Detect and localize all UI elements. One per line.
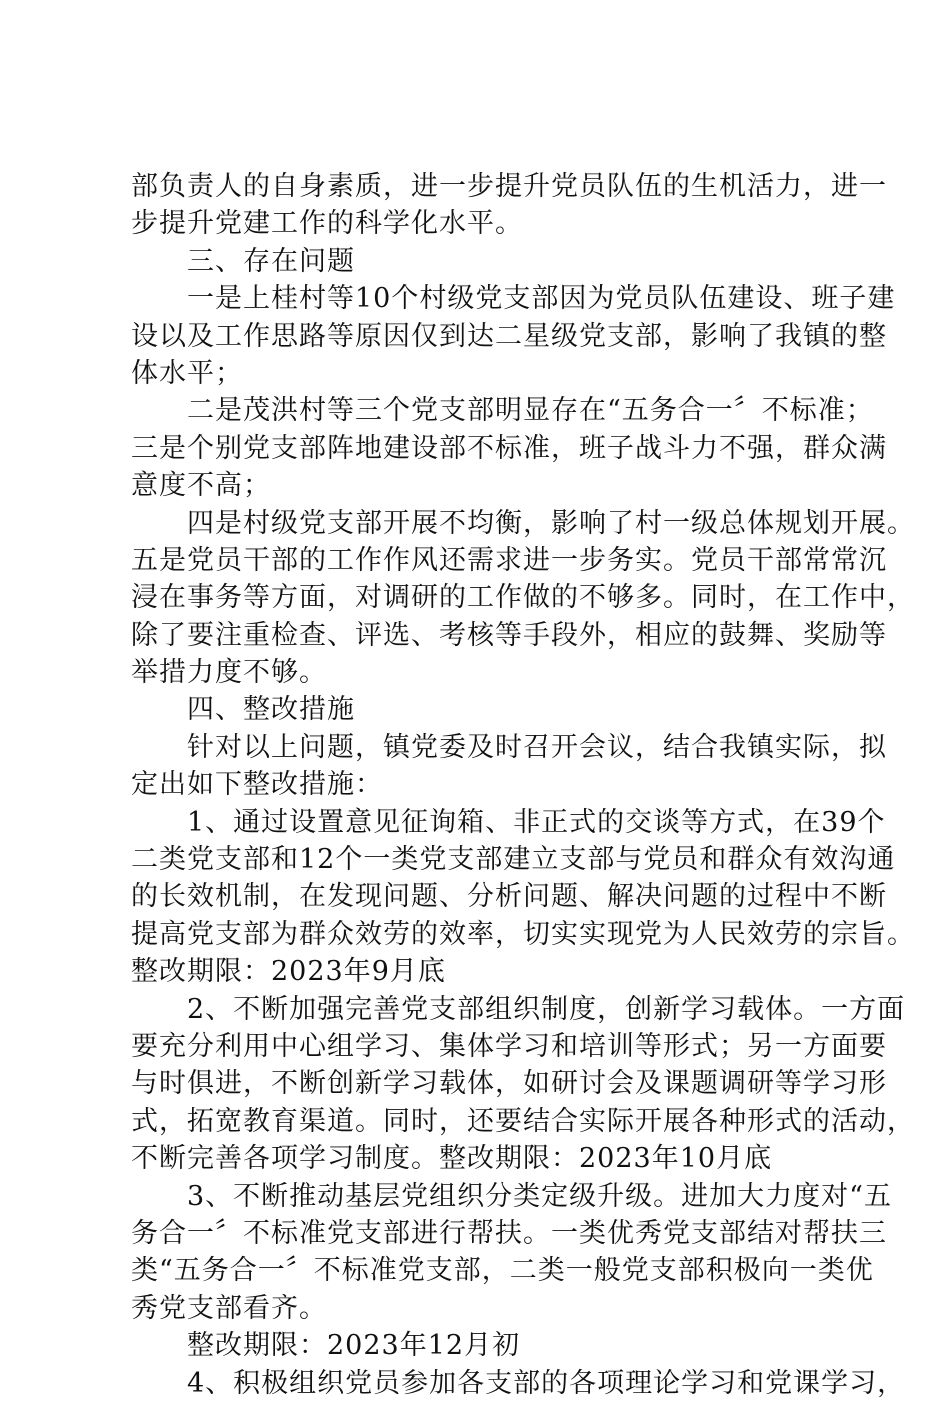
text-line: 要充分利用中心组学习、集体学习和培训等形式；另一方面要 [131, 1030, 887, 1062]
text-line: 整改期限：2023年12月初 [187, 1330, 521, 1362]
text-line: 五是党员干部的工作作风还需求进一步务实。党员干部常常沉 [131, 544, 887, 576]
text-line: 的长效机制，在发现问题、分析问题、解决问题的过程中不断 [131, 881, 887, 913]
document-body [131, 168, 915, 1402]
text-line: 提高党支部为群众效劳的效率，切实实现党为人民效劳的宗旨。 [131, 918, 915, 950]
text-line: 类“五务合一〞不标准党支部，二类一般党支部积极向一类优 [131, 1255, 874, 1287]
text-line: 三、存在问题 [187, 245, 355, 277]
text-line: 三是个别党支部阵地建设部不标准，班子战斗力不强，群众满 [131, 432, 887, 464]
text-line: 浸在事务等方面，对调研的工作做的不够多。同时，在工作中， [131, 582, 915, 614]
text-line: 1、通过设置意见征询箱、非正式的交谈等方式，在39个 [187, 806, 886, 838]
text-line: 定出如下整改措施： [131, 769, 383, 801]
text-line: 务合一〞不标准党支部进行帮扶。一类优秀党支部结对帮扶三 [131, 1217, 887, 1249]
text-line: 步提升党建工作的科学化水平。 [131, 208, 523, 240]
text-line: 四、整改措施 [187, 694, 355, 726]
text-line: 一是上桂村等10个村级党支部因为党员队伍建设、班子建 [187, 283, 896, 315]
text-line: 整改期限：2023年9月底 [131, 956, 446, 988]
text-line: 4、积极组织党员参加各支部的各项理论学习和党课学习， [187, 1367, 906, 1399]
text-line: 体水平； [131, 357, 243, 389]
text-line: 四是村级党支部开展不均衡，影响了村一级总体规划开展。 [187, 507, 915, 539]
text-line: 不断完善各项学习制度。整改期限：2023年10月底 [131, 1143, 773, 1175]
text-line: 二是茂洪村等三个党支部明显存在“五务合一〞不标准； [187, 395, 874, 427]
text-line: 2、不断加强完善党支部组织制度，创新学习载体。一方面 [187, 993, 906, 1025]
text-line: 与时俱进，不断创新学习载体，如研讨会及课题调研等学习形 [131, 1068, 887, 1100]
text-line: 针对以上问题，镇党委及时召开会议，结合我镇实际，拟 [187, 731, 887, 763]
text-line: 设以及工作思路等原因仅到达二星级党支部，影响了我镇的整 [131, 320, 887, 352]
text-line: 部负责人的自身素质，进一步提升党员队伍的生机活力，进一 [131, 171, 887, 202]
text-line: 秀党支部看齐。 [131, 1292, 327, 1324]
text-line: 3、不断推动基层党组织分类定级升级。进加大力度对“五 [187, 1180, 892, 1212]
text-line: 除了要注重检查、评选、考核等手段外，相应的鼓舞、奖励等 [131, 619, 887, 651]
text-line: 二类党支部和12个一类党支部建立支部与党员和群众有效沟通 [131, 844, 896, 876]
text-line: 式，拓宽教育渠道。同时，还要结合实际开展各种形式的活动， [131, 1105, 915, 1137]
text-line: 意度不高； [131, 470, 271, 502]
text-line: 举措力度不够。 [131, 657, 327, 689]
